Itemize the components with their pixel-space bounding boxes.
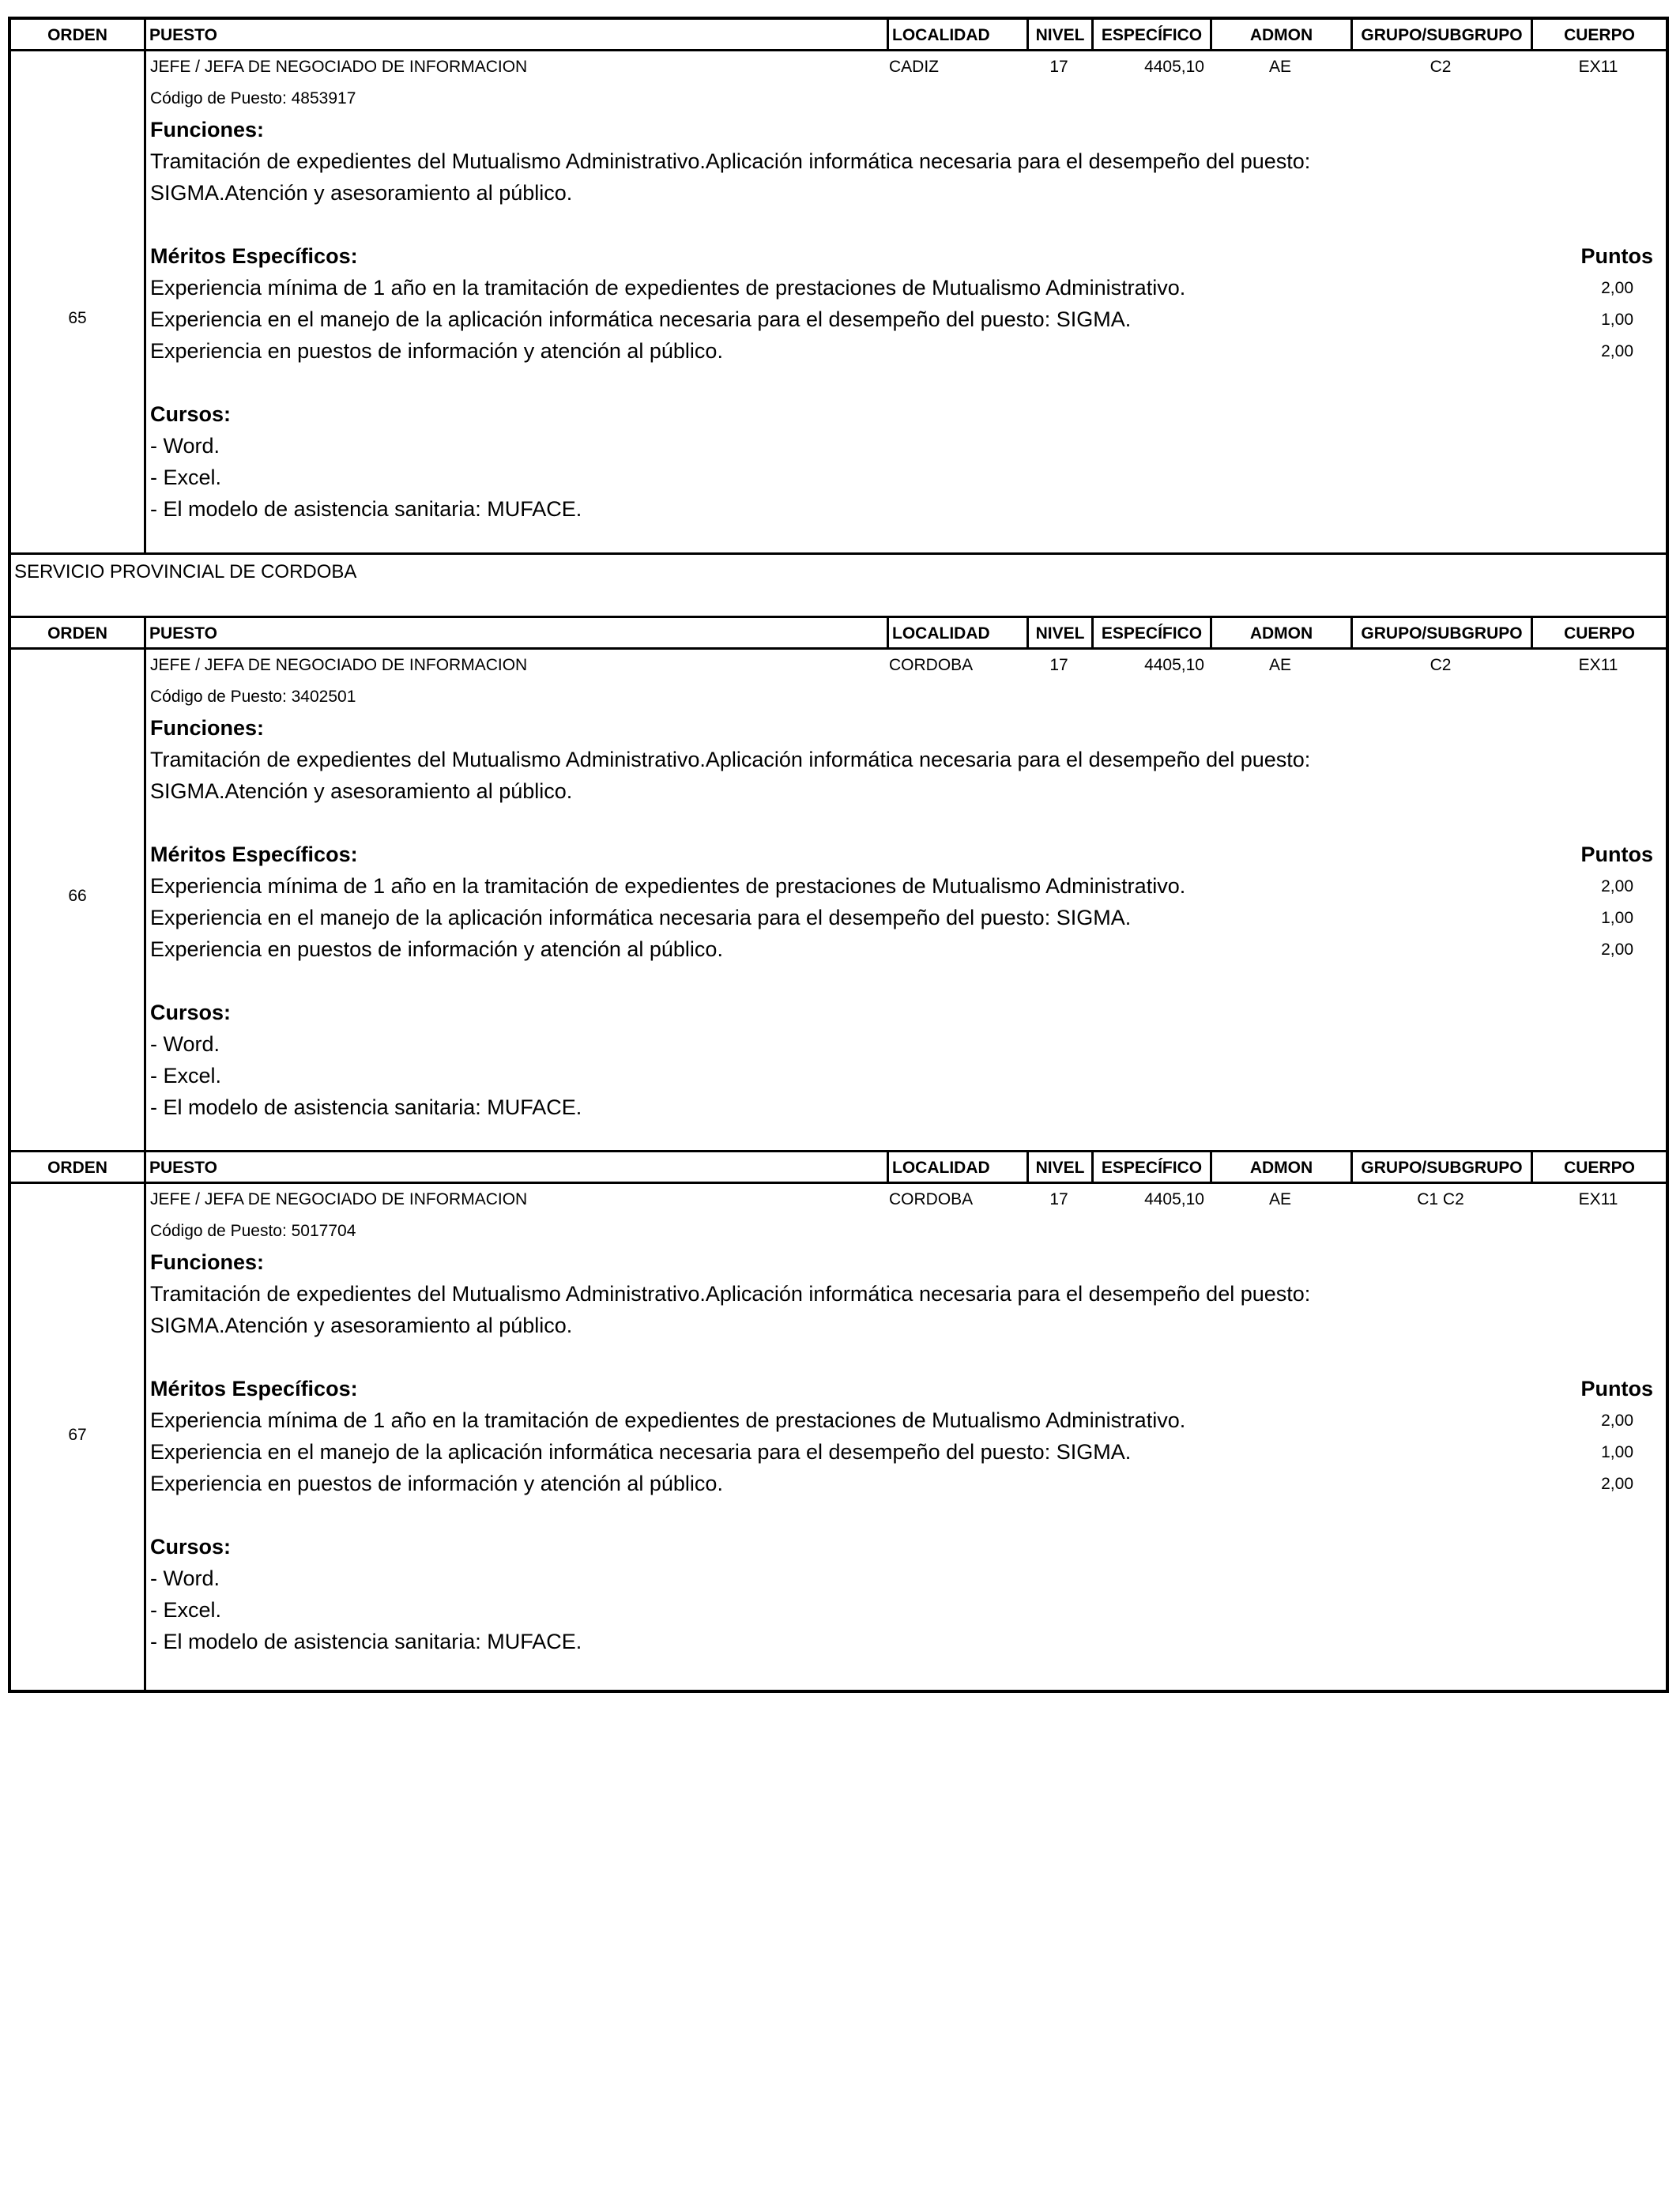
- admon-value: AE: [1268, 1190, 1291, 1208]
- puntos-1: 2,00: [1601, 279, 1633, 297]
- puesto-title: JEFE / JEFA DE NEGOCIADO DE INFORMACION: [150, 58, 528, 76]
- nivel-value: 17: [1049, 656, 1068, 674]
- header-admon: ADMON: [1210, 1152, 1350, 1182]
- header-admon: ADMON: [1210, 20, 1350, 49]
- header-puesto: PUESTO: [144, 1152, 879, 1182]
- puntos-label: Puntos: [1580, 244, 1653, 268]
- curso-1: - Word.: [150, 434, 220, 458]
- header-nivel: NIVEL: [1026, 618, 1091, 647]
- cuerpo-value: EX11: [1578, 656, 1618, 674]
- curso-1: - Word.: [150, 1032, 220, 1056]
- especifico-value: 4405,10: [1144, 58, 1204, 76]
- orden-number: 65: [68, 309, 87, 327]
- curso-2: - Excel.: [150, 466, 222, 489]
- nivel-value: 17: [1049, 58, 1068, 76]
- header-localidad: LOCALIDAD: [887, 20, 1026, 49]
- header-nivel: NIVEL: [1026, 20, 1091, 49]
- codigo-puesto: Código de Puesto: 3402501: [150, 688, 356, 706]
- codigo-puesto: Código de Puesto: 4853917: [150, 89, 356, 107]
- especifico-value: 4405,10: [1144, 1190, 1204, 1208]
- curso-3: - El modelo de asistencia sanitaria: MUFACE.: [150, 1095, 582, 1119]
- section-band: [8, 552, 1669, 618]
- header-localidad: LOCALIDAD: [887, 1152, 1026, 1182]
- section-title: SERVICIO PROVINCIAL DE CORDOBA: [14, 561, 357, 582]
- puntos-2: 1,00: [1601, 1443, 1633, 1461]
- header-localidad: LOCALIDAD: [887, 618, 1026, 647]
- meritos-label: Méritos Específicos:: [150, 843, 358, 866]
- header-especifico: ESPECÍFICO: [1091, 20, 1210, 49]
- table-header: [11, 618, 1666, 650]
- cuerpo-value: EX11: [1578, 1190, 1618, 1208]
- table-header: [11, 1152, 1666, 1184]
- header-especifico: ESPECÍFICO: [1091, 618, 1210, 647]
- puesto-title: JEFE / JEFA DE NEGOCIADO DE INFORMACION: [150, 656, 528, 674]
- document-sheet: [8, 17, 1669, 1693]
- header-puesto: PUESTO: [144, 20, 879, 49]
- header-grupo: GRUPO/SUBGRUPO: [1350, 618, 1531, 647]
- merito-3: Experiencia en puestos de información y atención al público.: [150, 937, 723, 961]
- curso-2: - Excel.: [150, 1598, 222, 1622]
- entry-body: [11, 1184, 1666, 1690]
- header-puesto: PUESTO: [144, 618, 879, 647]
- merito-2: Experiencia en el manejo de la aplicación informática necesaria para el desempeño del puesto: SIGMA.: [150, 1440, 1132, 1464]
- header-grupo: GRUPO/SUBGRUPO: [1350, 20, 1531, 49]
- grupo-value: C2: [1430, 58, 1452, 76]
- header-grupo: GRUPO/SUBGRUPO: [1350, 1152, 1531, 1182]
- curso-1: - Word.: [150, 1566, 220, 1590]
- puntos-3: 2,00: [1601, 1475, 1633, 1493]
- header-orden: ORDEN: [47, 26, 107, 44]
- header-cuerpo: CUERPO: [1531, 618, 1666, 647]
- curso-3: - El modelo de asistencia sanitaria: MUFACE.: [150, 1630, 582, 1653]
- meritos-label: Méritos Específicos:: [150, 244, 358, 268]
- header-especifico: ESPECÍFICO: [1091, 1152, 1210, 1182]
- grupo-value: C2: [1430, 656, 1452, 674]
- curso-3: - El modelo de asistencia sanitaria: MUFACE.: [150, 497, 582, 521]
- orden-number: 66: [68, 887, 87, 905]
- header-cuerpo: CUERPO: [1531, 20, 1666, 49]
- entry-body: [11, 51, 1666, 552]
- merito-1: Experiencia mínima de 1 año en la tramitación de expedientes de prestaciones de Mutualismo Administrativo.: [150, 276, 1186, 300]
- entry-block-67: [8, 1152, 1669, 1693]
- localidad-value: CORDOBA: [889, 1190, 974, 1208]
- funciones-line-2: SIGMA.Atención y asesoramiento al público.: [150, 779, 573, 803]
- entry-block-65: [8, 17, 1669, 552]
- puntos-2: 1,00: [1601, 311, 1633, 329]
- funciones-line-1: Tramitación de expedientes del Mutualismo Administrativo.Aplicación informática necesaria para el desempeño del puesto:: [150, 1282, 1311, 1306]
- entry-block-66: [8, 618, 1669, 1152]
- merito-3: Experiencia en puestos de información y atención al público.: [150, 1472, 723, 1495]
- funciones-line-1: Tramitación de expedientes del Mutualismo Administrativo.Aplicación informática necesaria para el desempeño del puesto:: [150, 748, 1311, 771]
- puntos-label: Puntos: [1580, 843, 1653, 866]
- funciones-line-2: SIGMA.Atención y asesoramiento al público.: [150, 181, 573, 205]
- localidad-value: CADIZ: [889, 58, 939, 76]
- admon-value: AE: [1268, 656, 1291, 674]
- grupo-value: C1 C2: [1417, 1190, 1464, 1208]
- puntos-1: 2,00: [1601, 877, 1633, 895]
- funciones-line-2: SIGMA.Atención y asesoramiento al público.: [150, 1314, 573, 1337]
- orden-number: 67: [68, 1426, 87, 1444]
- header-admon: ADMON: [1210, 618, 1350, 647]
- especifico-value: 4405,10: [1144, 656, 1204, 674]
- puesto-title: JEFE / JEFA DE NEGOCIADO DE INFORMACION: [150, 1190, 528, 1208]
- merito-2: Experiencia en el manejo de la aplicación informática necesaria para el desempeño del puesto: SIGMA.: [150, 307, 1132, 331]
- codigo-puesto: Código de Puesto: 5017704: [150, 1222, 356, 1240]
- meritos-label: Méritos Específicos:: [150, 1377, 358, 1400]
- merito-2: Experiencia en el manejo de la aplicación informática necesaria para el desempeño del puesto: SIGMA.: [150, 906, 1132, 929]
- puntos-1: 2,00: [1601, 1412, 1633, 1430]
- puntos-3: 2,00: [1601, 941, 1633, 959]
- funciones-label: Funciones:: [150, 716, 265, 740]
- table-header: [11, 20, 1666, 51]
- nivel-value: 17: [1049, 1190, 1068, 1208]
- funciones-line-1: Tramitación de expedientes del Mutualismo Administrativo.Aplicación informática necesaria para el desempeño del puesto:: [150, 149, 1311, 173]
- curso-2: - Excel.: [150, 1064, 222, 1088]
- header-orden: ORDEN: [47, 624, 107, 643]
- cuerpo-value: EX11: [1578, 58, 1618, 76]
- merito-1: Experiencia mínima de 1 año en la tramitación de expedientes de prestaciones de Mutualismo Administrativo.: [150, 1408, 1186, 1432]
- header-nivel: NIVEL: [1026, 1152, 1091, 1182]
- funciones-label: Funciones:: [150, 1250, 265, 1274]
- localidad-value: CORDOBA: [889, 656, 974, 674]
- funciones-label: Funciones:: [150, 118, 265, 141]
- merito-3: Experiencia en puestos de información y atención al público.: [150, 339, 723, 363]
- header-cuerpo: CUERPO: [1531, 1152, 1666, 1182]
- cursos-label: Cursos:: [150, 1535, 232, 1559]
- cursos-label: Cursos:: [150, 402, 232, 426]
- merito-1: Experiencia mínima de 1 año en la tramitación de expedientes de prestaciones de Mutualismo Administrativo.: [150, 874, 1186, 898]
- cursos-label: Cursos:: [150, 1001, 232, 1024]
- puntos-3: 2,00: [1601, 342, 1633, 360]
- admon-value: AE: [1268, 58, 1291, 76]
- header-orden: ORDEN: [47, 1159, 107, 1177]
- entry-body: [11, 650, 1666, 1152]
- puntos-label: Puntos: [1580, 1377, 1653, 1400]
- puntos-2: 1,00: [1601, 909, 1633, 927]
